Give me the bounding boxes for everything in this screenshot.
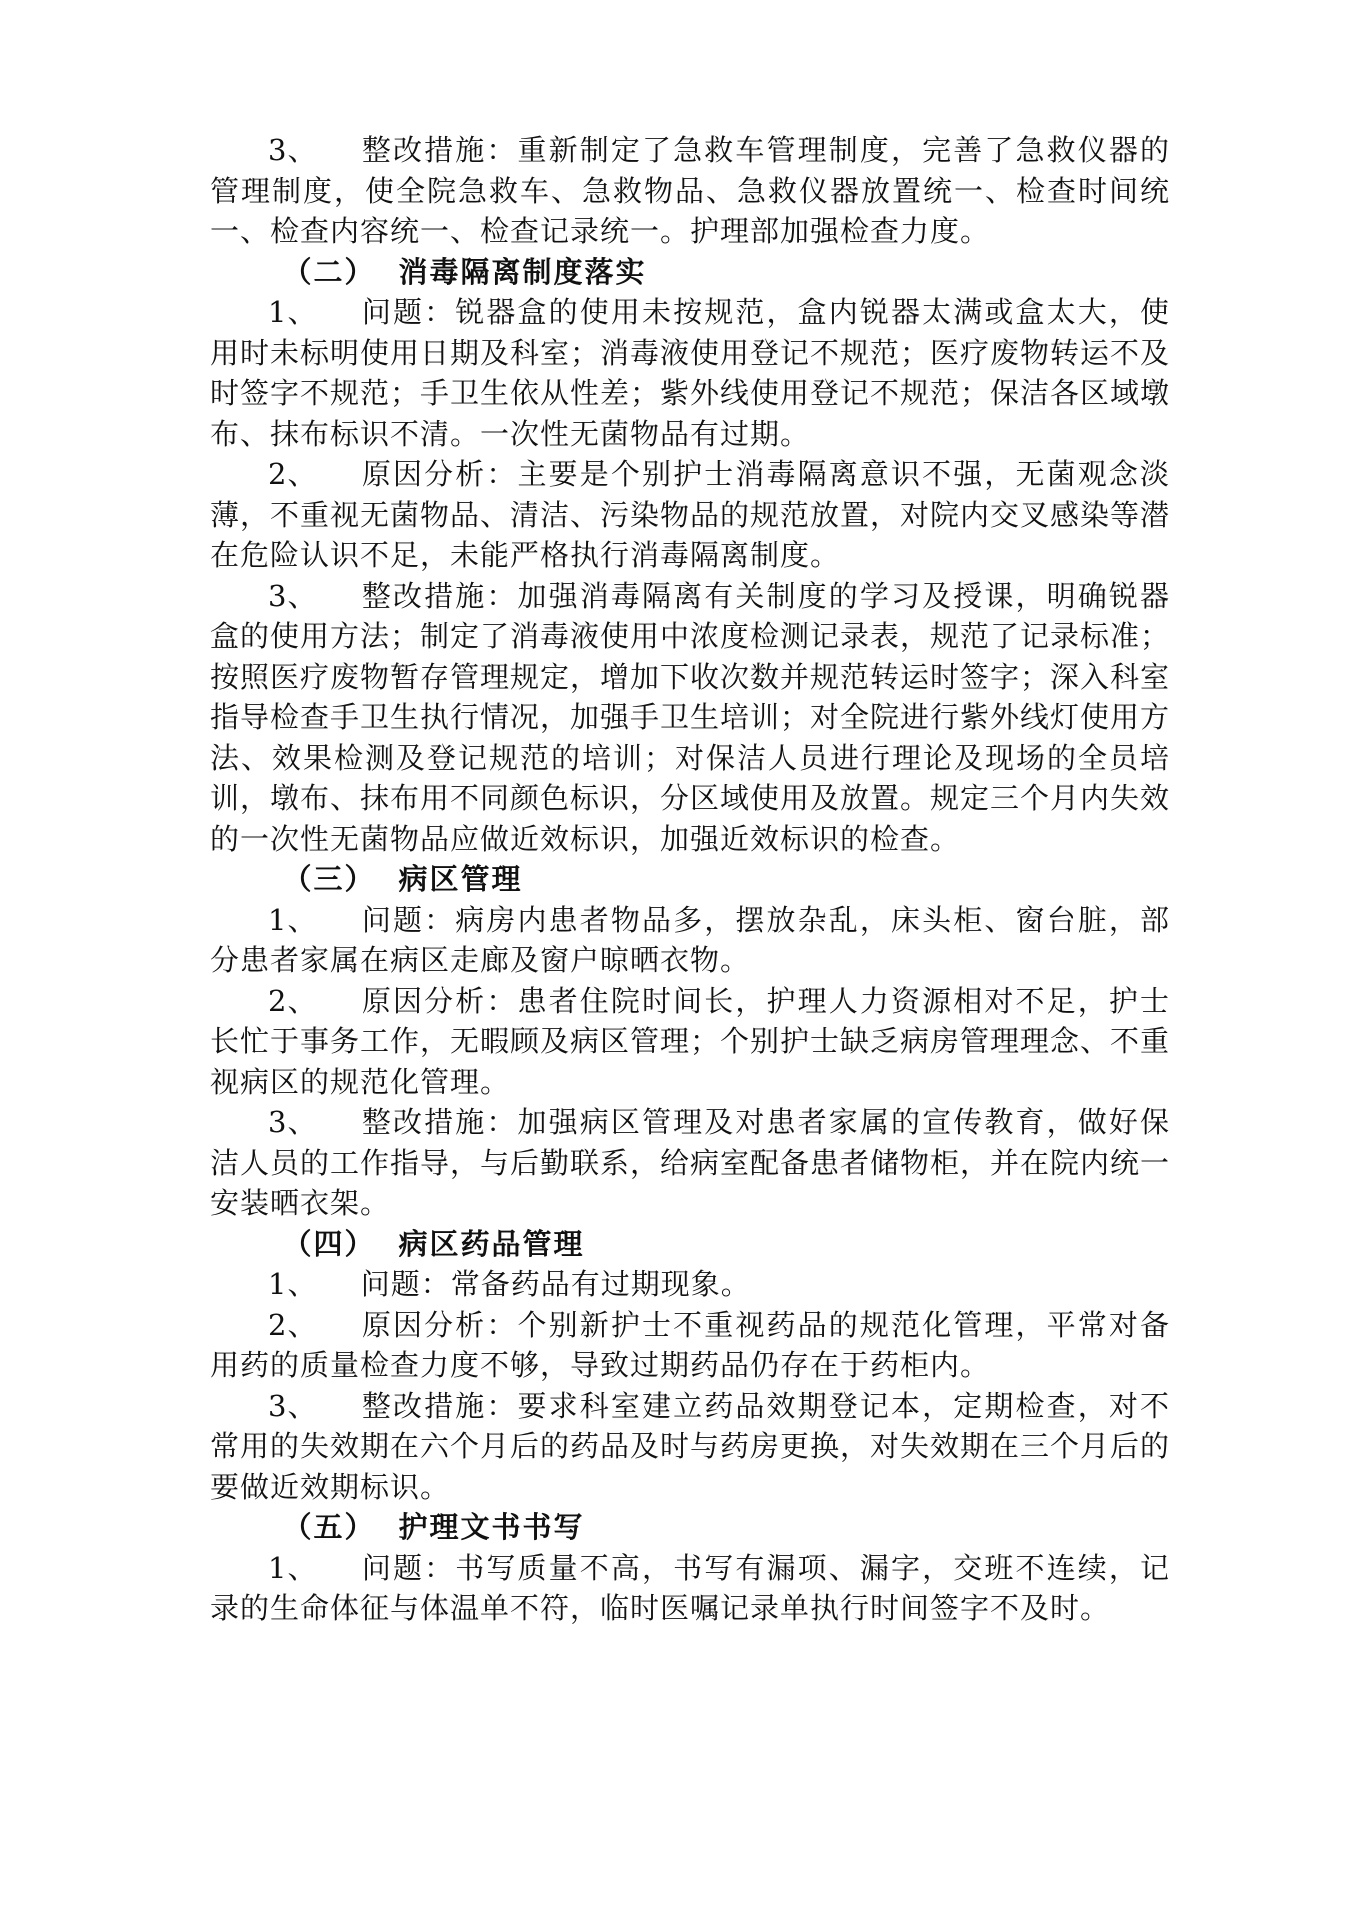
paragraph-text: 问题：书写质量不高，书写有漏项、漏字，交班不连续，记录的生命体征与体温单不符，临时医嘱记录单执行时间签字不及时。 (210, 1550, 1170, 1625)
item-number: 1、 (268, 1267, 318, 1301)
paragraph-text: 问题：病房内患者物品多，摆放杂乱，床头柜、窗台脏，部分患者家属在病区走廊及窗户晾晒衣物。 (210, 902, 1170, 977)
paragraph-text: 问题：常备药品有过期现象。 (360, 1267, 751, 1301)
paragraph-text: 整改措施：加强病区管理及对患者家属的宣传教育，做好保洁人员的工作指导，与后勤联系，给病室配备患者储物柜，并在院内统一安装晒衣架。 (210, 1105, 1171, 1220)
paragraph-text: 问题：锐器盒的使用未按规范，盒内锐器太满或盒太大，使用时未标明使用日期及科室；消毒液使用登记不规范；医疗废物转运不及时签字不规范；手卫生依从性差；紫外线使用登记不规范；保洁各区域墩布、抹布标识不清。一次性无菌物品有过期。 (210, 295, 1171, 451)
paragraph-text: 整改措施：加强消毒隔离有关制度的学习及授课，明确锐器盒的使用方法；制定了消毒液使用中浓度检测记录表，规范了记录标准；按照医疗废物暂存管理规定，增加下收次数并规范转运时签字；深入科室指导检查手卫生执行情况，加强手卫生培训；对全院进行紫外线灯使用方法、效果检测及登记规范的培训；对保洁人员进行理论及现场的全员培训，墩布、抹布用不同颜色标识，分区域使用及放置。规定三个月内失效的一次性无菌物品应做近效标识，加强近效标识的检查。 (210, 578, 1171, 856)
item-number: 1、 (268, 1550, 318, 1585)
section-number: （三） (282, 862, 376, 896)
paragraph-ward-cause (210, 981, 1170, 1103)
section-heading-nursing-documents (210, 1507, 1170, 1548)
item-number: 1、 (268, 902, 318, 937)
section-heading-disinfection (210, 252, 1170, 293)
section-title: 消毒隔离制度落实 (398, 254, 647, 289)
document-body (210, 130, 1170, 1629)
paragraph-text: 整改措施：重新制定了急救车管理制度，完善了急救仪器的管理制度，使全院急救车、急救物品、急救仪器放置统一、检查时间统一、检查内容统一、检查记录统一。护理部加强检查力度。 (210, 133, 1170, 248)
paragraph-ward-problem (210, 900, 1170, 981)
paragraph-text: 原因分析：主要是个别护士消毒隔离意识不强，无菌观念淡薄，不重视无菌物品、清洁、污染物品的规范放置，对院内交叉感染等潜在危险认识不足，未能严格执行消毒隔离制度。 (210, 457, 1171, 572)
paragraph-ward-rectification (210, 1102, 1170, 1224)
section-title: 病区管理 (398, 862, 523, 896)
paragraph-drugs-rectification (210, 1386, 1170, 1508)
paragraph-disinfection-rectification (210, 576, 1170, 860)
section-number: （四） (282, 1226, 376, 1261)
paragraph-text: 原因分析：个别新护士不重视药品的规范化管理，平常对备用药的质量检查力度不够，导致过期药品仍存在于药柜内。 (210, 1307, 1170, 1382)
section-heading-ward-drugs (210, 1224, 1170, 1265)
paragraph-rectification-emergency (210, 130, 1170, 252)
item-number: 3、 (268, 578, 318, 613)
paragraph-drugs-problem (210, 1264, 1170, 1305)
paragraph-drugs-cause (210, 1305, 1170, 1386)
paragraph-text: 原因分析：患者住院时间长，护理人力资源相对不足，护士长忙于事务工作，无暇顾及病区管理；个别护士缺乏病房管理理念、不重视病区的规范化管理。 (210, 983, 1171, 1099)
item-number: 3、 (268, 1388, 318, 1423)
section-title: 护理文书书写 (398, 1510, 585, 1544)
section-number: （五） (282, 1510, 376, 1544)
section-heading-ward-management (210, 859, 1170, 900)
item-number: 1、 (268, 295, 318, 329)
paragraph-text: 整改措施：要求科室建立药品效期登记本，定期检查，对不常用的失效期在六个月后的药品及时与药房更换，对失效期在三个月后的要做近效期标识。 (210, 1388, 1171, 1504)
section-title: 病区药品管理 (398, 1226, 585, 1261)
section-number: （二） (282, 254, 376, 289)
item-number: 3、 (268, 133, 318, 167)
item-number: 2、 (268, 1307, 318, 1342)
paragraph-documents-problem (210, 1548, 1170, 1629)
item-number: 3、 (268, 1105, 318, 1139)
paragraph-disinfection-problem (210, 292, 1170, 454)
item-number: 2、 (268, 457, 318, 491)
paragraph-disinfection-cause (210, 454, 1170, 576)
item-number: 2、 (268, 983, 318, 1018)
